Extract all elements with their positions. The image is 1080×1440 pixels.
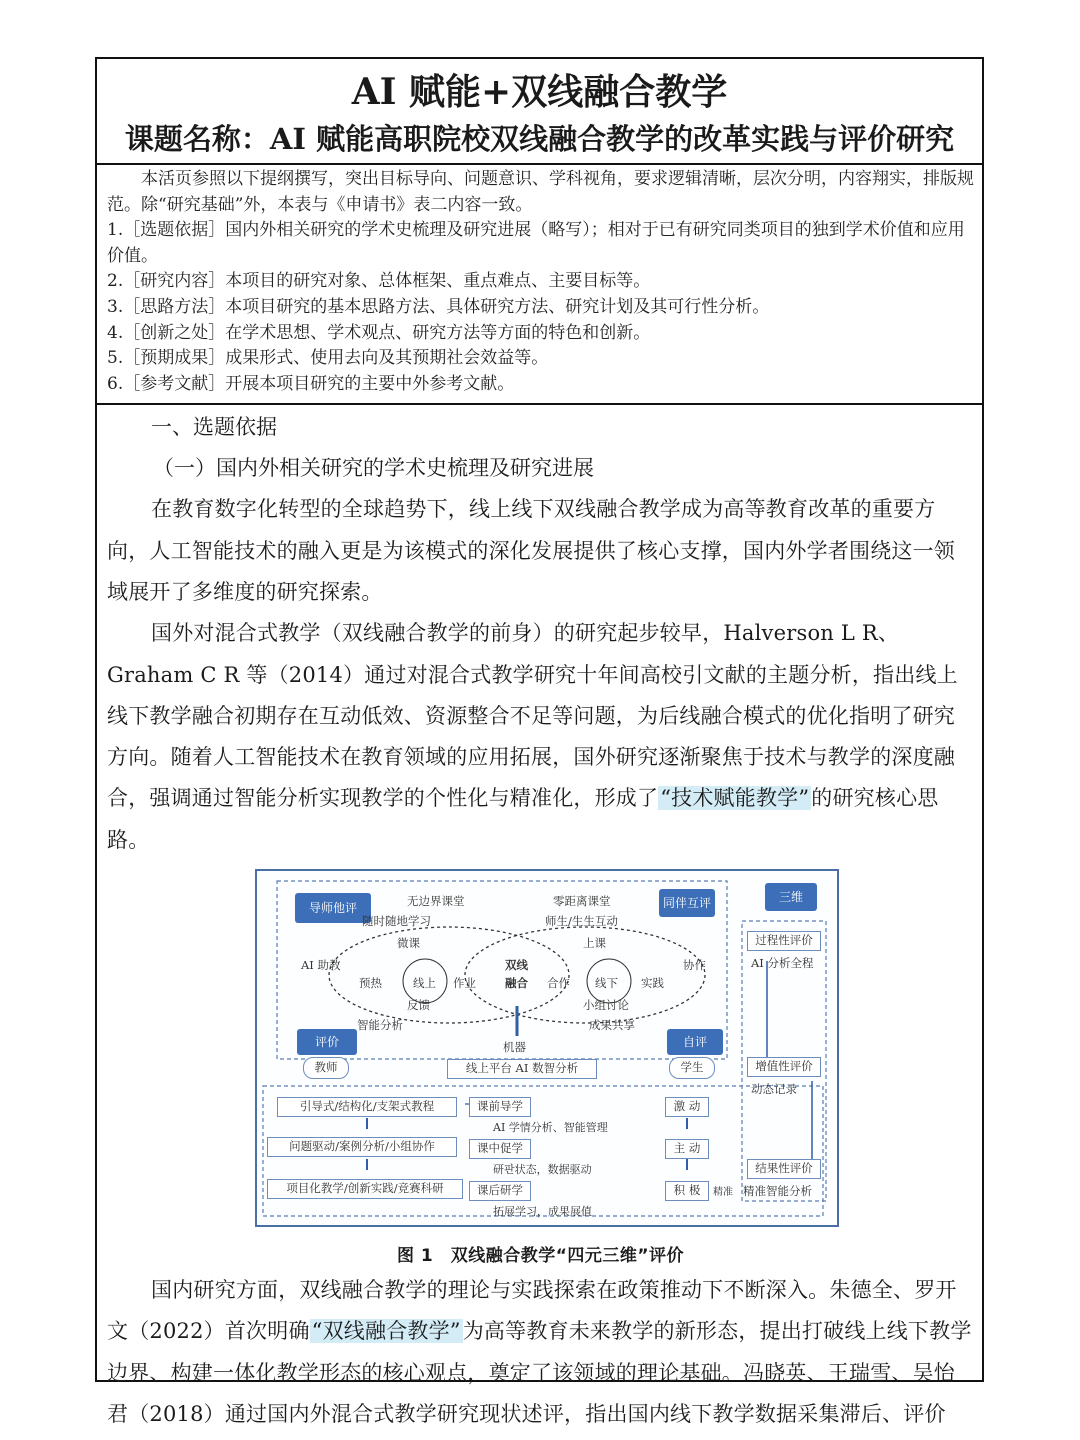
label-micro-class: 微课 xyxy=(397,936,420,951)
label-zero-distance: 零距离课堂 xyxy=(553,894,611,909)
label-teacher-student: 师生/生生互动 xyxy=(545,914,618,929)
subsection-heading: （一）国内外相关研究的学术史梳理及研究进展 xyxy=(153,456,594,481)
badge-three-dim: 三维 xyxy=(765,883,817,911)
badge-peer-eval: 同伴互评 xyxy=(659,889,715,917)
mid-in-class: 课中促学 xyxy=(469,1139,531,1159)
left-row-3: 项目化教学/创新实践/竞赛科研 xyxy=(267,1179,463,1199)
label-dual-2: 融合 xyxy=(505,976,528,991)
node-teacher: 教师 xyxy=(303,1057,349,1079)
paragraph-1: 在教育数字化转型的全球趋势下，线上线下双线融合教学成为高等教育改革的重要方向，人工智能技术的融入更是为该模式的深化发展提供了核心支撑，国内外学者围绕这一领域展开了多维度的研究探索。 xyxy=(107,497,955,604)
label-online-class: 无边界课堂 xyxy=(407,894,465,909)
writing-guide xyxy=(97,165,982,405)
paragraph-3-text: 国内研究方面，双线融合教学的理论与实践探索在政策推动下不断深入。朱德全、罗开文（2022）首次明确 xyxy=(107,1278,957,1344)
section-heading: 一、选题依据 xyxy=(151,415,277,440)
label-feedback: 反馈 xyxy=(407,998,430,1013)
mid-pre-class: 课前导学 xyxy=(469,1097,531,1117)
guide-item: 1.［选题依据］国内外相关研究的学术史梳理及研究进展（略写）；相对于已有研究同类项目的独到学术价值和应用价值。 xyxy=(107,220,965,266)
label-precise: 精准 xyxy=(713,1187,733,1199)
state-excite: 激 动 xyxy=(665,1097,709,1117)
eval-process: 过程性评价 xyxy=(747,931,821,951)
badge-evaluation: 评价 xyxy=(297,1029,357,1055)
label-in-class: 上课 xyxy=(583,936,606,951)
header xyxy=(97,59,982,165)
paragraph-2-text: 国外对混合式教学（双线融合教学的前身）的研究起步较早，Halverson L R、Graham C R 等（2014）通过对混合式教学研究十年间高校引文献的主题分析，指出线上线下教学融合初期存在互动低效、资源整合不足等问题，为后线融合模式的优化指明了研究方向。随着人工智能技术在教育领域的应用拓展，国外研究逐渐聚焦于技术与教学的深度融合，强调通过智能分析实现教学的个性化与精准化，形成了 xyxy=(107,621,958,811)
guide-intro: 本活页参照以下提纲撰写，突出目标导向、问题意识、学科视角，要求逻辑清晰，层次分明，内容翔实，排版规范。除“研究基础”外，本表与《申请书》表二内容一致。 xyxy=(107,169,974,215)
left-row-2: 问题驱动/案例分析/小组协作 xyxy=(267,1137,457,1157)
label-smart-analysis: 智能分析 xyxy=(357,1018,403,1033)
mid-in-note: 研판状态，数据驱动 xyxy=(493,1163,592,1177)
label-practice: 实践 xyxy=(641,976,664,991)
label-machine: 机器 xyxy=(503,1040,526,1055)
doc-title: AI 赋能+双线融合教学 xyxy=(351,71,728,113)
content-body xyxy=(97,405,982,1435)
paragraph-3 xyxy=(107,1270,974,1435)
eval-value-added-sub: 动态记录 xyxy=(751,1082,797,1097)
label-online: 线上 xyxy=(413,976,436,991)
guide-item: 3.［思路方法］本项目研究的基本思路方法、具体研究方法、研究计划及其可行性分析。 xyxy=(107,296,770,317)
label-dual-1: 双线 xyxy=(505,958,528,973)
eval-result-sub: 精准智能分析 xyxy=(743,1184,812,1199)
guide-item: 2.［研究内容］本项目的研究对象、总体框架、重点难点、主要目标等。 xyxy=(107,271,651,292)
label-preview: 预热 xyxy=(359,976,382,991)
state-positive: 积 极 xyxy=(665,1181,709,1201)
label-coop: 合作 xyxy=(547,976,570,991)
left-row-1: 引导式/结构化/支架式教程 xyxy=(277,1097,457,1117)
badge-self-eval: 自评 xyxy=(667,1029,723,1055)
mid-pre-note: AI 学情分析、智能管理 xyxy=(493,1121,608,1135)
state-active: 主 动 xyxy=(665,1139,709,1159)
node-platform: 线上平台 AI 数智分析 xyxy=(447,1059,597,1079)
highlight-dual-line: “双线融合教学” xyxy=(311,1319,461,1344)
label-offline: 线下 xyxy=(595,976,618,991)
label-homework: 作业 xyxy=(453,976,476,991)
guide-item: 4.［创新之处］在学术思想、学术观点、研究方法等方面的特色和创新。 xyxy=(107,322,651,343)
label-anytime: 随时随地学习 xyxy=(362,914,431,929)
label-collab: 协作 xyxy=(683,958,706,973)
figure-four-element-eval xyxy=(255,869,839,1227)
paragraph-3-tail: 为高等教育未来教学的新形态，提出打破线上线下教学边界、构建一体化教学形态的核心观点，奠定了该领域的理论基础。冯晓英、王瑞雪、吴怡君（2018）通过国内外混合式教学研究现状述评，指出国内线下教学数据采集滞后、评价 xyxy=(107,1319,972,1426)
eval-process-sub: AI 分析全程 xyxy=(751,956,814,971)
figure-caption: 图 1 双线融合教学“四元三维”评价 xyxy=(396,1246,685,1267)
highlight-tech-empower: “技术赋能教学” xyxy=(660,786,810,811)
label-ai-assist: AI 助教 xyxy=(301,958,341,973)
mid-post-note: 拓展学习，成果展值 xyxy=(493,1205,592,1219)
doc-subtitle: 课题名称：AI 赋能高职院校双线融合教学的改革实践与评价研究 xyxy=(124,122,955,156)
node-student: 学生 xyxy=(669,1057,715,1079)
paragraph-2 xyxy=(107,613,974,861)
label-group: 小组讨论 xyxy=(583,998,629,1013)
guide-item: 5.［预期成果］成果形式、使用去向及其预期社会效益等。 xyxy=(107,348,549,369)
eval-value-added: 增值性评价 xyxy=(747,1057,821,1077)
mid-post-class: 课后研学 xyxy=(469,1181,531,1201)
badge-mentor-eval: 导师他评 xyxy=(295,893,371,923)
document-sheet xyxy=(95,57,984,1426)
eval-result: 结果性评价 xyxy=(747,1159,821,1179)
guide-item: 6.［参考文献］开展本项目研究的主要中外参考文献。 xyxy=(107,373,515,394)
paragraph-2-tail: 的研究核心思路。 xyxy=(107,786,939,852)
label-share: 成果共享 xyxy=(589,1018,635,1033)
